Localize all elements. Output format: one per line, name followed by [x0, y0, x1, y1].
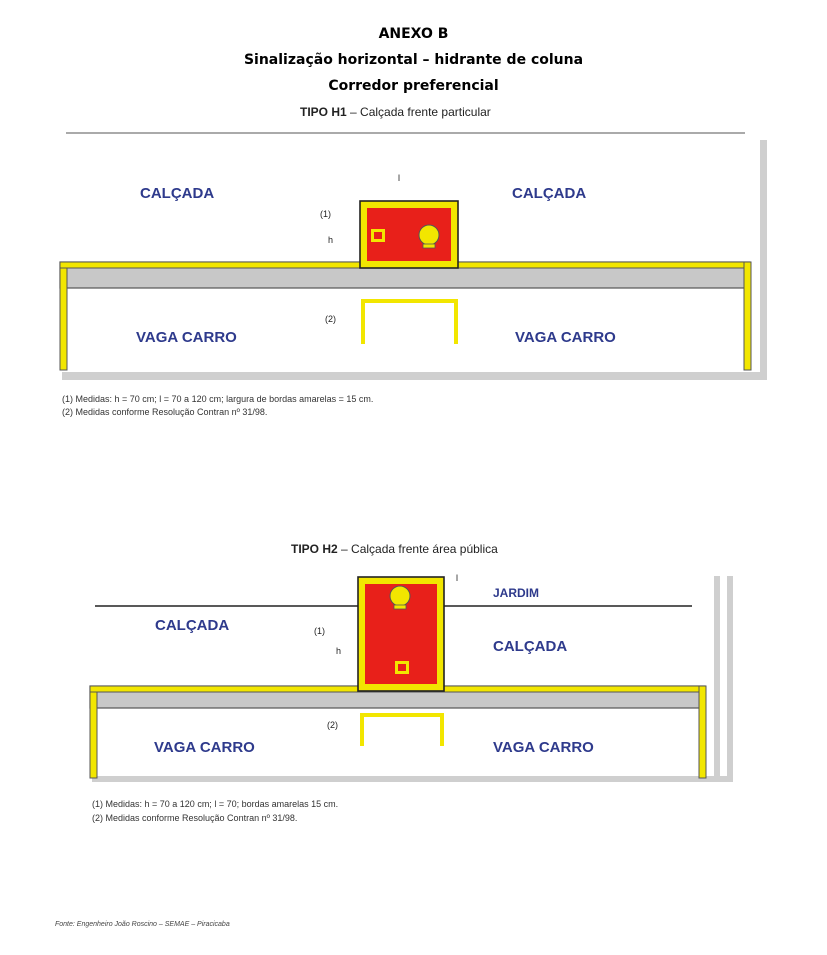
h1-marker-h: h — [328, 235, 334, 245]
h2-type-desc: – Calçada frente área pública — [341, 542, 498, 556]
h2-shadow-bottom — [92, 776, 733, 782]
h2-marker-1: (1) — [314, 626, 325, 636]
h1-marker-l: l — [398, 173, 400, 183]
h2-marker-2: (2) — [327, 720, 338, 730]
h1-marker-2: (2) — [325, 314, 336, 324]
h1-type-code: TIPO H1 — [300, 105, 347, 119]
annex-title: ANEXO B — [378, 26, 449, 42]
h2-hydrant-icon — [390, 586, 410, 606]
h1-label-vaga-right: VAGA CARRO — [515, 329, 616, 346]
h2-label-jardim: JARDIM — [493, 586, 540, 600]
h2-type-code: TIPO H2 — [291, 542, 338, 556]
h2-marker-h: h — [336, 646, 342, 656]
h2-post-right — [699, 686, 706, 778]
h2-parking-mark — [362, 715, 442, 746]
h2-label-vaga-left: VAGA CARRO — [154, 739, 255, 756]
h1-note-2: (2) Medidas conforme Resolução Contran nº 31/98. — [62, 407, 268, 417]
h1-type-desc: – Calçada frente particular — [350, 105, 491, 119]
source-credit: Fonte: Engenheiro João Roscino – SEMAE – Piracicaba — [55, 921, 230, 928]
h1-label-vaga-left: VAGA CARRO — [136, 329, 237, 346]
h2-marker-l: l — [456, 573, 458, 583]
h2-note-2: (2) Medidas conforme Resolução Contran nº 31/98. — [92, 813, 298, 823]
h2-shadow-right-2 — [727, 576, 733, 781]
h2-post-left — [90, 692, 97, 778]
h1-note-1: (1) Medidas: h = 70 cm; l = 70 a 120 cm; largura de bordas amarelas = 15 cm. — [62, 394, 374, 404]
h2-hydrant-icon-cap — [394, 605, 406, 609]
h2-label-calcada-right: CALÇADA — [493, 638, 568, 655]
h1-label-calcada-left: CALÇADA — [140, 185, 215, 202]
h1-label-calcada-right: CALÇADA — [512, 185, 587, 202]
h2-label-calcada-left: CALÇADA — [155, 617, 230, 634]
document-title: Sinalização horizontal – hidrante de coluna — [243, 52, 584, 68]
document-subtitle: Corredor preferencial — [328, 78, 499, 94]
h2-shadow-right — [714, 576, 720, 776]
h1-marker-1: (1) — [320, 209, 331, 219]
h2-label-vaga-right: VAGA CARRO — [493, 739, 594, 756]
h2-note-1: (1) Medidas: h = 70 a 120 cm; l = 70; bordas amarelas 15 cm. — [92, 799, 339, 809]
h2-valve-square-inner — [398, 664, 406, 671]
